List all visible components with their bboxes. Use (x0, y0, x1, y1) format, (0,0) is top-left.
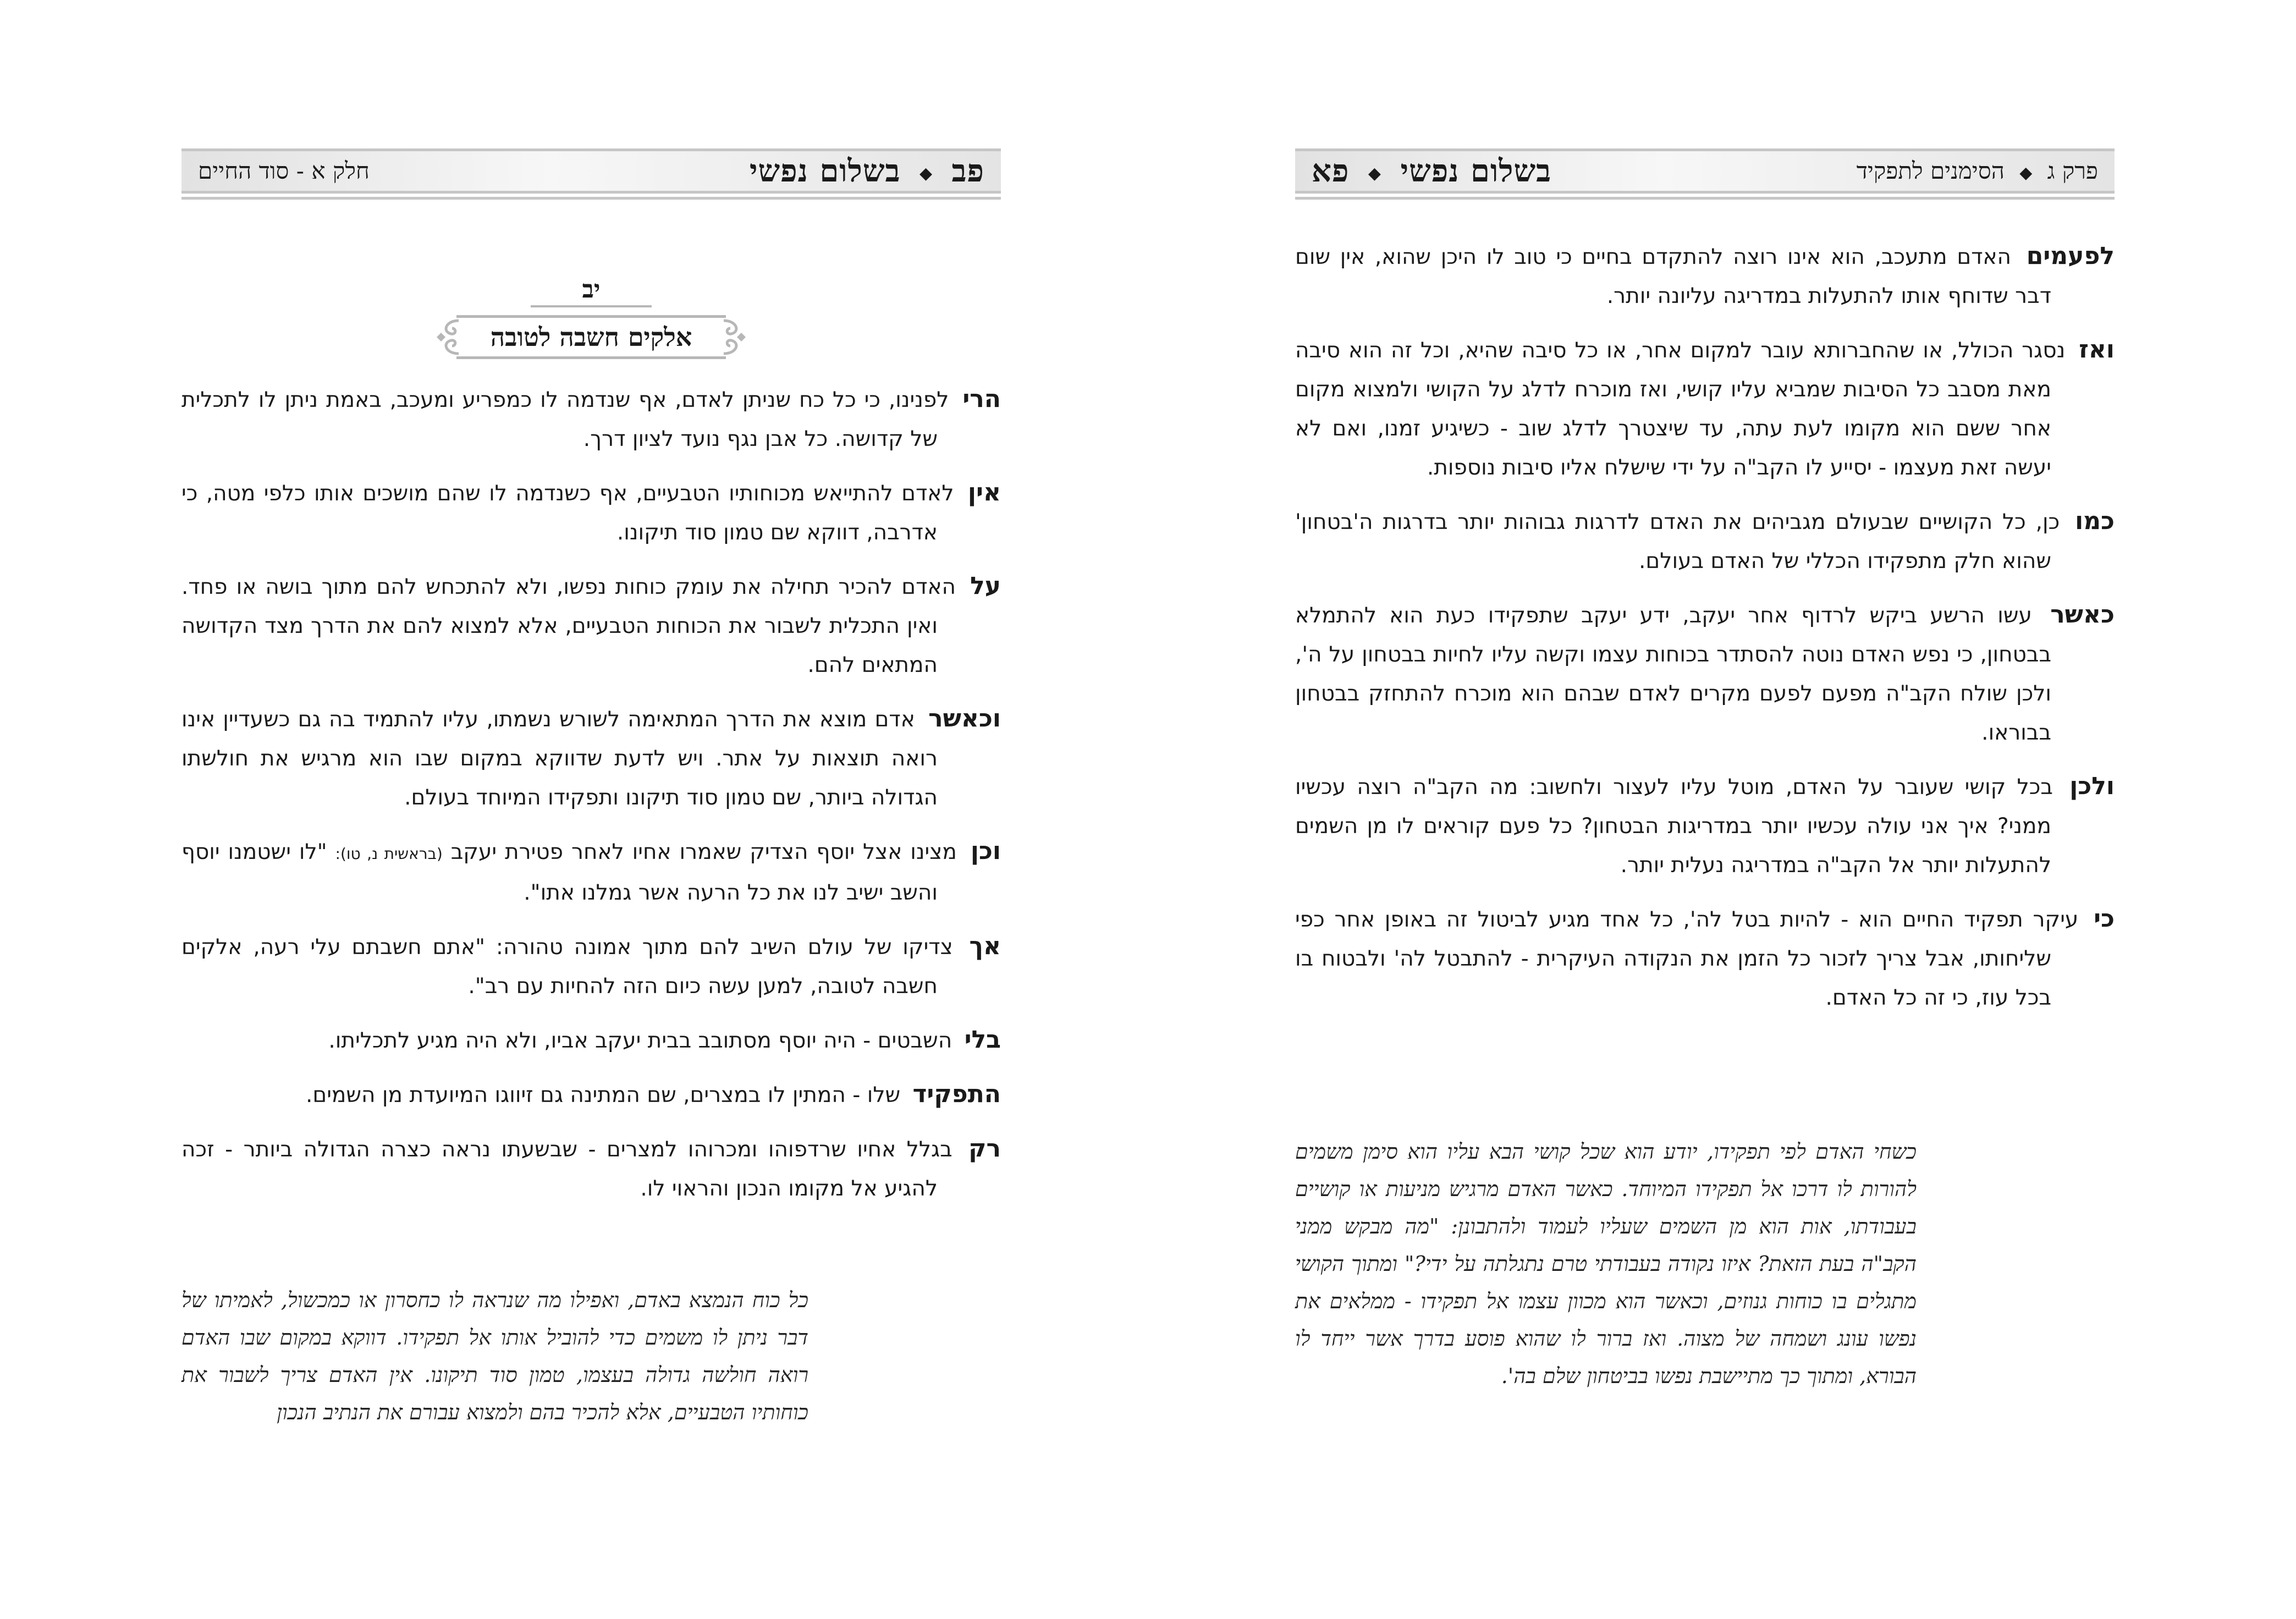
paragraph (181, 379, 1001, 459)
paragraph-lead-word: וכאשר (928, 704, 1001, 733)
right-chapter-label: פרק ג (2047, 157, 2098, 184)
chapter-title: אלקים חשבה לטובה (490, 322, 692, 352)
paragraph (181, 1129, 1001, 1208)
diamond-separator-icon: ◆ (919, 163, 933, 183)
paragraph-text: לאדם להתייאש מכוחותיו הטבעיים, אף כשנדמה לו שהם מושכים אותו כלפי מטה, כי אדרבה, דווקא שם טמון סוד תיקונו. (181, 481, 954, 545)
left-running-header (181, 148, 1001, 194)
right-running-header (1295, 148, 2115, 194)
paragraph (1295, 502, 2115, 581)
paragraph-lead-word: וכן (970, 837, 1001, 865)
paragraph-text: אדם מוצא את הדרך המתאימה לשורש נשמתו, עליו להתמיד בה גם כשעדיין אינו רואה תוצאות על אתר. ויש לדעת שדווקא במקום שבו הוא מרגיש את חולשתו הגדולה ביותר, שם טמון סוד תיקונו ותפקידו המיוחד בעולם. (181, 707, 938, 810)
paragraph-text: בגלל אחיו שרדפוהו ומכרוהו למצרים - שבשעתו נראה כצרה הגדולה ביותר - זכה להגיע אל מקומו הנכון והראוי לו. (181, 1137, 952, 1201)
left-section-title: חלק א - סוד החיים (198, 157, 370, 184)
scripture-citation: (בראשית נ, טו): (335, 845, 443, 863)
paragraph-text: האדם מתעכב, הוא אינו רוצה להתקדם בחיים כי טוב לו היכן שהוא, אין שום דבר שדוחף אותו להתעלות במדריגה עליונה יותר. (1295, 245, 2051, 309)
paragraph-lead-word: התפקיד (912, 1080, 1001, 1108)
paragraph-lead-word: ואז (2079, 335, 2115, 364)
paragraph (181, 1020, 1001, 1060)
paragraph-lead-word: אך (969, 932, 1001, 960)
diamond-separator-icon: ◆ (2019, 163, 2033, 183)
paragraph-lead-word: כאשר (2050, 601, 2115, 629)
left-header-title (750, 153, 984, 189)
paragraph-text: השבטים - היה יוסף מסתובב בבית יעקב אביו, ולא היה מגיע לתכליתו. (328, 1028, 952, 1053)
paragraph (1295, 330, 2115, 487)
paragraph-text: מצינו אצל יוסף הצדיק שאמרו אחיו לאחר פטירת יעקב (450, 840, 957, 864)
paragraph (181, 699, 1001, 817)
paragraph (1295, 767, 2115, 885)
paragraph-lead-word: רק (968, 1135, 1001, 1163)
paragraph (181, 831, 1001, 912)
chapter-number: יב (582, 276, 601, 304)
paragraph (181, 473, 1001, 552)
paragraph (1295, 595, 2115, 752)
right-italic-summary: כשחי האדם לפי תפקידו, יודע הוא שכל קושי הבא עליו הוא סימן משמים להורות לו דרכו אל תפקידו המיוחד. כאשר האדם מרגיש מניעות או קושיים בעבודתו, אות הוא מן השמים שעליו לעמוד ולהתבונן: "מה מבקש ממני הקב"ה בעת הזאת? איזו נקודה בעבודתי טרם נתגלתה על ידי?" ומתוך הקושי מתגלים בו כוחות גנוזים, וכאשר הוא מכוון עצמו אל תפקידו - ממלאים את נפשו עונג ושמחה של מצוה. ואז ברור לו שהוא פוסע בדרך אשר ייחד לו הבורא, ומתוך כך מתיישבת נפשו בביטחון שלם בה'. (1295, 1139, 1917, 1388)
diamond-separator-icon: ◆ (1368, 163, 1381, 183)
paragraph (181, 927, 1001, 1006)
paragraph-lead-word: לפעמים (2026, 242, 2115, 270)
paragraph-quote: "לו ישטמנו יוסף והשב ישיב לנו את כל הרעה אשר גמלנו אתו". (181, 840, 938, 905)
paragraph (181, 1075, 1001, 1115)
paragraph-lead-word: בלי (964, 1026, 1001, 1054)
right-page-number: פא (1312, 153, 1350, 189)
flourish-right-icon (717, 317, 748, 357)
left-page (181, 0, 1001, 1619)
right-body-text (1295, 236, 2115, 1032)
paragraph-lead-word: על (970, 572, 1001, 600)
left-body-text (181, 379, 1001, 1222)
paragraph-lead-word: הרי (962, 385, 1001, 413)
paragraph-text: עיקר תפקיד החיים הוא - להיות בטל לה', כל אחד מגיע לביטול זה באופן אחר כפי שליחותו, אבל צריך לזכור כל הזמן את הנקודה העיקרית - להתבטל לה' ולבטוח בו בכל עוז, כי זה כל האדם. (1295, 907, 2079, 1010)
right-chapter-name: הסימנים לתפקיד (1856, 157, 2005, 184)
paragraph-text: שלו - המתין לו במצרים, שם המתינה גם זיווגו המיועדת מן השמים. (305, 1083, 901, 1108)
paragraph (1295, 899, 2115, 1017)
chapter-title-frame (456, 315, 726, 359)
paragraph-text: כן, כל הקושיים שבעולם מגביהים את האדם לדרגות גבוהות יותר בדרגות ה'בטחון' שהוא חלק מתפקידו הכללי של האדם בעולם. (1295, 510, 2060, 574)
paragraph-text: לפנינו, כי כל כח שניתן לאדם, אף שנדמה לו כמפריע ומעכב, באמת ניתן לו לתכלית של קדושה. כל אבן נגף נועד לציון דרך. (181, 388, 949, 451)
paragraph-text: בכל קושי שעובר על האדם, מוטל עליו לעצור ולחשוב: מה הקב"ה רוצה עכשיו ממני? איך אני עולה עכשיו יותר במדריגות הבטחון? כל פעם קוראים לו מן השמים להתעלות יותר אל הקב"ה במדריגה נעלית יותר. (1295, 775, 2053, 878)
paragraph (181, 566, 1001, 685)
paragraph-text: נסגר הכולל, או שהחברותא עובר למקום אחר, או כל סיבה שהיא, וכל זה הוא סיבה מאת מסבב כל הסיבות שמביא עליו קושי, ואז מוכרח לדלג על הקושי ולמצוא מקום אחר ששם הוא מקומו לעת עתה, עד שיצטרך לדלג שוב - כשיגיע זמנו, ואם לא יעשה זאת מעצמו - יסייע לו הקב"ה על ידי שישלח אליו סיבות נוספות. (1295, 338, 2066, 480)
paragraph-lead-word: כי (2094, 905, 2115, 933)
right-chapter-header (1857, 157, 2098, 185)
paragraph (1295, 236, 2115, 316)
paragraph-lead-word: ולכן (2069, 772, 2115, 800)
left-page-number: פב (951, 153, 984, 189)
paragraph-text: צדיקו של עולם השיב להם מתוך אמונה טהורה: "אתם חשבתם עלי רעה, אלקים חשבה לטובה, למען עשה כיום הזה להחיות עם רב". (181, 935, 953, 999)
left-book-title: בשלום נפשי (749, 153, 901, 189)
right-book-title: בשלום נפשי (1400, 153, 1552, 189)
paragraph-text: האדם להכיר תחילה את עומק כוחות נפשו, ולא להתכחש להם מתוך בושה או פחד. ואין התכלית לשבור את הכוחות הטבעיים, אלא למצוא להם את הדרך מצד הקדושה המתאים להם. (181, 575, 956, 678)
chapter-heading-ornament (434, 278, 748, 360)
paragraph-lead-word: כמו (2075, 507, 2115, 535)
right-page (1295, 0, 2115, 1619)
paragraph-lead-word: אין (967, 478, 1001, 506)
paragraph-text: עשו הרשע ביקש לרדוף אחר יעקב, ידע יעקב שתפקידו כעת הוא להתמלא בבטחון, כי נפש האדם נוטה להסתדר בכוחות עצמו וקשה עליו לחיות בבטחון על ה', ולכן שולח הקב"ה מפעם לפעם מקרים לאדם שבהם הוא מוכרח להתחזק בבטחון בבוראו. (1295, 603, 2051, 745)
left-italic-summary: כל כוח הנמצא באדם, ואפילו מה שנראה לו כחסרון או כמכשול, לאמיתו של דבר ניתן לו משמים כדי להוביל אותו אל תפקידו. דווקא במקום שבו האדם רואה חולשה גדולה בעצמו, טמון סוד תיקונו. אין האדם צריך לשבור את כוחותיו הטבעיים, אלא להכיר בהם ולמצוא עבורם את הנתיב הנכון (181, 1288, 808, 1424)
right-header-title (1312, 153, 1551, 189)
chapter-number-rule (531, 305, 652, 307)
